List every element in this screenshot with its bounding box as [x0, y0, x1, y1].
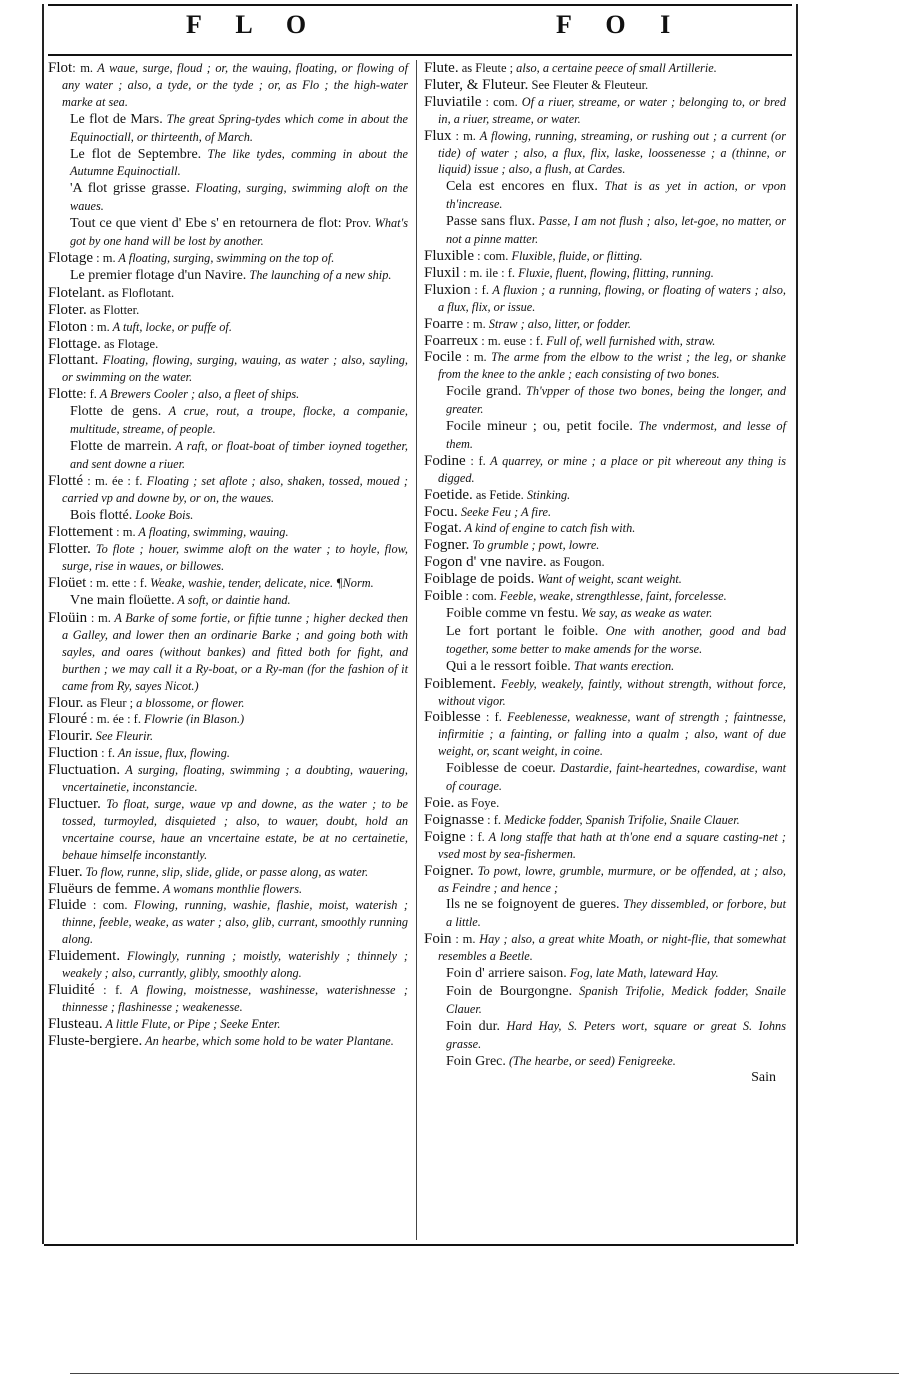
definition: The great Spring-tydes which come in about the Equinoctiall, or thirteenth, of March.	[70, 111, 408, 144]
definition: See Fleurir.	[92, 729, 154, 744]
grammar-note: as Fetide.	[472, 487, 524, 502]
dictionary-entry	[424, 248, 786, 265]
top-rule	[48, 4, 792, 6]
definition: A quarrey, or mine ; a place or pit whereout any thing is digged.	[438, 453, 786, 485]
definition: To powt, lowre, grumble, murmure, or be offended, at ; also, as Feindre ; and hence ;	[438, 863, 786, 895]
definition: a blossome, or flower.	[133, 695, 245, 710]
definition: That is as yet in action, or vpon th'increase.	[446, 179, 786, 212]
definition: The like tydes, comming in about the Autumne Equinoctiall.	[70, 146, 408, 179]
grammar-note: as Foye.	[454, 795, 500, 810]
dictionary-subentry	[48, 403, 408, 438]
headword: Flouré	[48, 711, 88, 728]
dictionary-entry	[424, 282, 786, 316]
dictionary-entry	[48, 1033, 408, 1050]
definition: Flowrie (in Blason.)	[140, 712, 245, 727]
headword: Foin	[424, 931, 452, 948]
headword: Ils ne se foignoyent de gueres.	[446, 897, 620, 913]
definition: The launching of a new ship.	[246, 267, 392, 282]
catchword: Sain	[751, 1070, 776, 1086]
dictionary-entry	[48, 524, 408, 541]
headword: Focile mineur ; ou, petit focile.	[446, 419, 633, 435]
headword: Flottement	[48, 524, 113, 541]
headword: Floter.	[48, 301, 87, 318]
dictionary-subentry	[424, 418, 786, 453]
dictionary-entry	[424, 795, 786, 812]
headword: Foible comme vn festu.	[446, 606, 579, 621]
dictionary-entry	[424, 453, 786, 487]
headword: Fluxible	[424, 247, 475, 264]
headword: Fogon d' vne navire.	[424, 554, 547, 571]
grammar-note: : com.	[481, 94, 518, 109]
dictionary-entry	[48, 948, 408, 982]
headword: Flour.	[48, 694, 84, 711]
definition: A long staffe that hath at th'one end a square casting-net ; vsed most by sea-fishermen.	[438, 829, 786, 861]
dictionary-entry	[48, 982, 408, 1016]
definition: A waue, surge, floud ; or, the wauing, floating, or flowing of any water ; also, a tyde, or the tyde ; or, as Flo ; the high-water marke at sea.	[62, 61, 408, 109]
definition: Of a riuer, streame, or water ; belonging to, or bred in, a riuer, streame, or water.	[438, 94, 786, 126]
dictionary-entry	[48, 352, 408, 386]
definition: Full of, well furnished with, straw.	[543, 333, 716, 348]
dictionary-entry	[48, 1016, 408, 1033]
dictionary-subentry	[48, 592, 408, 610]
dictionary-entry	[48, 302, 408, 319]
column-divider	[416, 60, 417, 1240]
definition: A womans monthlie flowers.	[160, 881, 303, 896]
dictionary-subentry	[48, 180, 408, 215]
headword: Tout ce que vient d' Ebe s' en retournera de flot:	[70, 216, 342, 232]
headword: Flotage	[48, 249, 93, 266]
definition: A Brewers Cooler ; also, a fleet of ships.	[96, 387, 300, 402]
definition: Looke Bois.	[132, 507, 194, 522]
grammar-note: as Fleute ;	[458, 61, 514, 75]
headword: Foie.	[424, 794, 455, 811]
definition: To flote ; houer, swimme aloft on the water ; to hoyle, flow, surge, rise in waues, or billowes.	[62, 542, 408, 574]
dictionary-entry	[424, 504, 786, 521]
definition: A soft, or daintie hand.	[174, 593, 291, 608]
headword: Flotter.	[48, 541, 91, 558]
definition: The vndermost, and lesse of them.	[446, 419, 786, 451]
headword: Fluxil	[424, 264, 460, 281]
dictionary-entry	[424, 812, 786, 829]
dictionary-entry	[48, 796, 408, 864]
definition: Floating, flowing, surging, wauing, as water ; also, sayling, or swimming on the water.	[62, 353, 408, 385]
grammar-note: : m.	[87, 319, 110, 334]
definition: Feeblenesse, weaknesse, want of strength ; faintnesse, infirmitie ; a fainting, or falling into a qualm ; also, want of due weight, or, scant weight, in coine.	[438, 710, 786, 759]
grammar-note: : m.	[72, 61, 94, 75]
definition: To float, surge, waue vp and downe, as the water ; to be tossed, turmoyled, disquieted ; also, to wauer, doubt, hold an vncertaine course, haue an vncertaine estate, be at no certainetie, behaue himselfe inconstantly.	[62, 796, 408, 862]
headword: Fogner.	[424, 537, 470, 554]
headword: Flusteau.	[48, 1015, 103, 1032]
headword: Foarreux	[424, 332, 479, 349]
dictionary-entry	[424, 77, 786, 94]
headword: Fogat.	[424, 520, 462, 537]
headword: Floüet	[48, 575, 87, 592]
grammar-note: : f.	[94, 982, 123, 997]
headword: Fluide	[48, 897, 87, 914]
dictionary-subentry	[424, 1018, 786, 1053]
dictionary-subentry	[424, 213, 786, 248]
definition: Fog, late Math, lateward Hay.	[566, 966, 719, 981]
dictionary-entry	[424, 554, 786, 571]
headword: Flourir.	[48, 728, 93, 745]
definition: Feeble, weake, strengthlesse, faint, forcelesse.	[496, 589, 727, 604]
dictionary-entry	[48, 897, 408, 948]
dictionary-entry	[48, 745, 408, 762]
right-column	[424, 60, 786, 1101]
grammar-note: as Fleur ;	[83, 695, 134, 710]
headword: Le fort portant le foible.	[446, 623, 599, 639]
definition: Fluxible, fluide, or flitting.	[508, 248, 643, 263]
headword: Foigne	[424, 828, 466, 845]
dictionary-subentry	[424, 983, 786, 1018]
headword: Flottage.	[48, 335, 101, 352]
headword: Fluëurs de femme.	[48, 880, 161, 897]
definition: Floating ; set aflote ; also, shaken, tossed, moued ; carried vp and downe by, or on, the waues.	[62, 473, 408, 505]
grammar-note: : m. ée : f.	[83, 473, 143, 488]
grammar-note: : f.	[465, 829, 485, 844]
definition: Feebly, weakely, faintly, without strength, without force, without vigor.	[438, 676, 786, 708]
definition: A raft, or float-boat of timber ioyned together, and sent downe a riuer.	[70, 438, 408, 471]
dictionary-entry	[48, 336, 408, 353]
dictionary-subentry	[424, 965, 786, 983]
grammar-note: as Floflotant.	[105, 285, 175, 300]
grammar-note: : com.	[474, 248, 509, 263]
definition: A flowing, running, streaming, or rushing out ; a current (or tide) of water ; also, a flux, flix, laske, loossenesse ; a (thinne, or liquid) issue ; also, a flush, at Cardes.	[438, 128, 786, 177]
dictionary-entry	[48, 695, 408, 712]
grammar-note: : m. euse : f.	[478, 333, 544, 348]
grammar-note: as Flotage.	[100, 336, 159, 351]
running-head-right: F O I	[556, 10, 685, 39]
dictionary-subentry	[48, 215, 408, 250]
dictionary-entry	[48, 610, 408, 695]
definition: Medicke fodder, Spanish Trifolie, Snaile Clauer.	[501, 812, 740, 827]
headword: Focile grand.	[446, 384, 522, 400]
dictionary-entry	[424, 571, 786, 588]
headword: Foin dur.	[446, 1018, 501, 1034]
left-column	[48, 60, 408, 1050]
headword: Foignasse	[424, 811, 484, 828]
grammar-note: : m.	[461, 350, 487, 365]
grammar-note: : f.	[465, 453, 486, 468]
headword: Passe sans flux.	[446, 214, 536, 230]
headword: Flux	[424, 127, 452, 144]
dictionary-entry	[424, 265, 786, 282]
headword: Fluidement.	[48, 948, 121, 965]
dictionary-entry	[424, 520, 786, 537]
dictionary-subentry	[48, 507, 408, 525]
headword: Foin d' arriere saison.	[446, 966, 567, 982]
dictionary-entry	[424, 316, 786, 333]
headword: Focile	[424, 349, 462, 366]
definition: A flowing, moistnesse, washinesse, waterishnesse ; thinnesse ; flashinesse ; weakenesse.	[62, 982, 409, 1014]
dictionary-entry	[48, 541, 408, 575]
definition: Dastardie, faint-heartednes, cowardise, want of courage.	[446, 761, 787, 794]
headword: Qui a le ressort foible.	[446, 658, 571, 674]
dictionary-entry	[48, 762, 408, 796]
dictionary-entry	[424, 537, 786, 554]
grammar-note: : m.	[113, 525, 136, 540]
definition: Fluxie, fluent, flowing, flitting, running.	[515, 265, 714, 280]
headword: Fluidité	[48, 981, 95, 998]
dictionary-subentry	[48, 146, 408, 181]
definition: Stinking.	[523, 487, 571, 502]
dictionary-subentry	[48, 111, 408, 146]
footer-rule	[70, 1373, 899, 1374]
headword: Focu.	[424, 503, 458, 520]
dictionary-subentry	[424, 623, 786, 658]
definition: also, a certaine peece of small Artillerie.	[513, 61, 717, 75]
definition: What's got by one hand will be lost by another.	[70, 216, 408, 249]
grammar-note: : f.	[83, 387, 97, 402]
grammar-note: : m.	[93, 250, 116, 265]
headword: Foin Grec.	[446, 1053, 506, 1069]
headword: Fluviatile	[424, 93, 482, 110]
dictionary-entry	[424, 94, 786, 128]
dictionary-subentry	[48, 438, 408, 473]
dictionary-entry	[48, 575, 408, 592]
headword: Floton	[48, 318, 88, 335]
dictionary-subentry	[424, 605, 786, 623]
dictionary-entry	[424, 709, 786, 760]
headword: Fluctuer.	[48, 795, 101, 812]
dictionary-subentry	[424, 1053, 786, 1071]
headword: Flot	[48, 60, 73, 76]
definition: A Barke of some fortie, or fiftie tunne ; higher decked then a Galley, and lower then an ordinarie Barke ; and going both with sayles, and oares (without bankes) and fitted both for fight, and burthen ; we may call it a Ry-boat, or a Ry-man (for the fashion of it came from Ry, sayes Nicot.)	[62, 611, 408, 693]
dictionary-entry	[424, 349, 786, 383]
definition: Hard Hay, S. Peters wort, square or great S. Iohns grasse.	[446, 1018, 786, 1051]
headword: Fluxion	[424, 281, 471, 298]
dictionary-subentry	[48, 267, 408, 285]
dictionary-entry	[424, 931, 786, 965]
headword: Fodine	[424, 452, 466, 469]
headword: 'A flot grisse grasse.	[70, 181, 191, 197]
headword: Fluer.	[48, 863, 83, 880]
header-rule	[48, 54, 792, 56]
definition: Spanish Trifolie, Medick fodder, Snaile Clauer.	[446, 983, 786, 1016]
headword: Flottant.	[48, 352, 99, 369]
grammar-note: : com.	[86, 898, 128, 913]
definition: To grumble ; powt, lowre.	[469, 538, 600, 553]
definition: Th'vpper of those two bones, being the longer, and greater.	[446, 384, 786, 417]
definition: A tuft, locke, or puffe of.	[109, 319, 232, 334]
dictionary-subentry	[424, 178, 786, 213]
dictionary-entry	[424, 676, 786, 710]
definition: Seeke Feu ; A fire.	[457, 504, 552, 519]
headword: Foarre	[424, 315, 464, 332]
definition: A fluxion ; a running, flowing, or floating of waters ; also, a flux, flix, or issue.	[438, 282, 786, 314]
headword: Fluctuation.	[48, 762, 121, 779]
definition: A kind of engine to catch fish with.	[461, 521, 636, 536]
definition: A surging, floating, swimming ; a doubting, wauering, vncertainetie, inconstancie.	[62, 763, 408, 795]
dictionary-entry	[424, 128, 786, 179]
definition: Passe, I am not flush ; also, let-goe, no matter, or not a pinne matter.	[446, 214, 787, 247]
definition: The arme from the elbow to the wrist ; the leg, or shanke from the knee to the ankle ; each consisting of two bones.	[438, 350, 786, 382]
definition: Straw ; also, litter, or fodder.	[485, 316, 631, 331]
definition: An issue, flux, flowing.	[115, 746, 230, 761]
grammar-note: See Fleuter & Fleuteur.	[528, 77, 649, 92]
dictionary-entry	[424, 588, 786, 605]
headword: Cela est encores en flux.	[446, 179, 598, 195]
dictionary-subentry	[424, 383, 786, 418]
headword: Foetide.	[424, 486, 473, 503]
definition: A floating, swimming, wauing.	[135, 525, 289, 540]
dictionary-entry	[48, 881, 408, 898]
grammar-note: : m. ile : f.	[459, 265, 516, 280]
headword: Flotté	[48, 472, 84, 489]
headword: Foiblesse	[424, 709, 481, 726]
grammar-note: : m. ée : f.	[87, 712, 141, 727]
grammar-note: : m.	[451, 932, 476, 947]
dictionary-entry	[48, 60, 408, 111]
definition: Flowing, running, washie, flashie, moist, waterish ; thinne, feeble, weake, as water ; also, glib, currant, smoothly running along.	[62, 898, 408, 947]
definition: Flowingly, running ; moistly, waterishly ; thinnely ; weakely ; also, currantly, glibly, smoothly along.	[62, 949, 408, 981]
headword: Flotte de marrein.	[70, 438, 172, 454]
grammar-note: as Fougon.	[546, 555, 605, 570]
grammar-note: Prov.	[341, 216, 372, 231]
definition: A floating, surging, swimming on the top of.	[115, 250, 335, 265]
headword: Foiblement.	[424, 675, 497, 692]
headword: Foible	[424, 588, 463, 605]
dictionary-entry	[424, 333, 786, 350]
headword: Flotelant.	[48, 284, 106, 301]
dictionary-entry	[48, 473, 408, 507]
definition: We say, as weake as water.	[578, 606, 713, 620]
grammar-note: : f.	[470, 282, 489, 297]
headword: Fluste-bergiere.	[48, 1032, 143, 1049]
dictionary-entry	[424, 829, 786, 863]
headword: Vne main floüette.	[70, 593, 175, 609]
headword: Bois flotté.	[70, 507, 133, 523]
definition: An hearbe, which some hold to be water Plantane.	[142, 1033, 394, 1048]
dictionary-subentry	[424, 896, 786, 931]
dictionary-subentry	[424, 760, 786, 795]
dictionary-entry	[48, 319, 408, 336]
dictionary-entry	[48, 711, 408, 728]
headword: Foin de Bourgongne.	[446, 983, 573, 999]
definition: One with another, good and bad together, some better to make amends for the worse.	[446, 623, 786, 656]
grammar-note: : m.	[451, 128, 476, 143]
grammar-note: : f.	[98, 746, 116, 761]
headword: Fluter, & Fluteur.	[424, 76, 529, 93]
definition: Want of weight, scant weight.	[534, 572, 682, 587]
definition: (The hearbe, or seed) Fenigreeke.	[505, 1053, 676, 1068]
definition: Floating, surging, swimming aloft on the waues.	[70, 181, 408, 214]
headword: Flotte	[48, 386, 84, 403]
grammar-note: : com.	[462, 589, 497, 604]
bottom-rule	[44, 1244, 794, 1246]
running-head-left: F L O	[186, 10, 321, 39]
definition: That wants erection.	[570, 658, 675, 673]
dictionary-subentry	[424, 658, 786, 676]
headword: Le premier flotage d'un Navire.	[70, 267, 247, 283]
headword: Le flot de Mars.	[70, 111, 163, 127]
headword: Floüin	[48, 610, 88, 626]
grammar-note: : f.	[480, 710, 502, 725]
headword: Fluction	[48, 745, 99, 762]
dictionary-entry	[48, 864, 408, 881]
definition: Weake, washie, tender, delicate, nice. ¶Norm.	[147, 576, 374, 591]
grammar-note: as Flotter.	[86, 302, 140, 317]
dictionary-entry	[48, 728, 408, 745]
dictionary-entry	[424, 863, 786, 897]
dictionary-entry	[48, 285, 408, 302]
grammar-note: : m.	[87, 611, 111, 625]
headword: Flotte de gens.	[70, 404, 162, 420]
grammar-note: : m.	[463, 316, 486, 331]
dictionary-entry	[48, 386, 408, 403]
grammar-note: : m. ette : f.	[86, 576, 148, 591]
headword: Foiblage de poids.	[424, 571, 535, 588]
dictionary-entry	[424, 487, 786, 504]
headword: Foigner.	[424, 862, 474, 879]
definition: To flow, runne, slip, slide, glide, or passe along, as water.	[82, 864, 369, 879]
dictionary-entry	[48, 250, 408, 267]
headword: Le flot de Septembre.	[70, 146, 202, 162]
definition: A little Flute, or Pipe ; Seeke Enter.	[102, 1016, 281, 1031]
headword: Foiblesse de coeur.	[446, 761, 556, 777]
definition: They dissembled, or forbore, but a little.	[446, 897, 786, 930]
definition: Hay ; also, a great white Moath, or night-flie, that somewhat resembles a Beetle.	[438, 932, 786, 964]
grammar-note: : f.	[484, 812, 502, 827]
definition: A crue, rout, a troupe, flocke, a companie, multitude, streame, of people.	[70, 404, 408, 437]
dictionary-entry	[424, 60, 786, 77]
headword: Flute.	[424, 60, 459, 76]
